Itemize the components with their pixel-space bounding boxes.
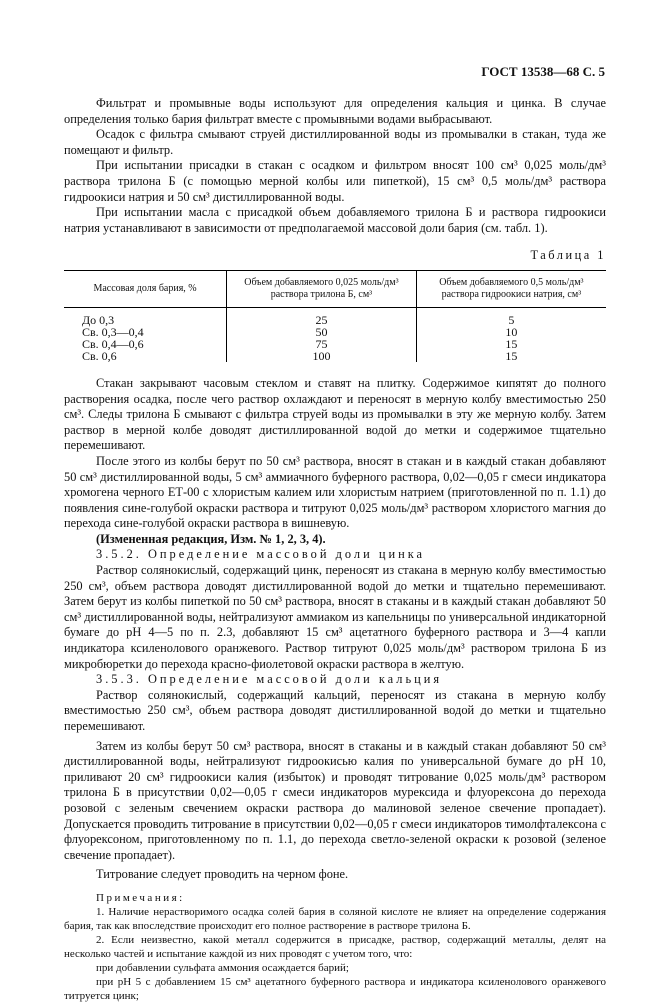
table-cell: 15 — [505, 336, 518, 351]
table-header-row — [64, 270, 606, 307]
page-header: ГОСТ 13538—68 С. 5 — [481, 64, 605, 79]
table-row — [64, 338, 606, 350]
table-cell: 15 — [505, 348, 518, 363]
paragraph: Стакан закрывают часовым стеклом и ставят на плитку. Содержимое кипятят до полного растворения осадка, после чего раствор охлаждают и переносят в мерную колбу вместимостью 250 см³. Следы трилона Б смывают с фильтра струей воды из промывалки в эту же мерную колбу. Затем раствор в мерной колбе доводят дистиллированной водой до метки и содержимое тщательно перемешивают. — [64, 375, 606, 453]
header-naoh-volume: Объем добавляемого 0,5 моль/дм³ раствора гидроокиси натрия, см³ — [416, 270, 606, 307]
paragraph: При испытании присадки в стакан с осадком и фильтром вносят 100 см³ 0,025 моль/дм³ раствора трилона Б (с помощью мерной колбы или пипеткой), 15 см³ 0,5 моль/дм³ раствора гидроокиси натрия и 50 см³ дистиллированной воды. — [64, 158, 606, 204]
table-row — [64, 350, 606, 362]
paragraph: Фильтрат и промывные воды используют для определения кальция и цинка. В случае определения только бария фильтрат вместе с промывными водами выбрасывают. — [64, 96, 606, 126]
paragraph: При испытании масла с присадкой объем добавляемого трилона Б и раствора гидроокиси натрия устанавливают в зависимости от предполагаемой массовой доли бария (см. табл. 1). — [64, 205, 606, 235]
table-cell: Св. 0,3—0,4 — [64, 326, 227, 338]
paragraph: Осадок с фильтра смывают струей дистиллированной воды из промывалки в стакан, туда же помещают и фильтр. — [64, 127, 606, 157]
note-item: при pH 5 с добавлением 15 см³ ацетатного буферного раствора и индикатора ксиленолового оранжевого титруется цинк; — [64, 975, 606, 1002]
paragraph: Затем из колбы берут 50 см³ раствора, вносят в стаканы и в каждый стакан добавляют 50 см³ дистиллированной воды, нейтрализуют гидроокисью калия по универсальной бумаге до pH 10, приливают 20 см³ гидроокиси калия (избыток) и проводят титрование 0,025 моль/дм³ раствором трилона Б в присутствии 0,02—0,05 г смеси индикаторов мурексида и флуорексона до перехода розовой с зеленым свечением окраски раствора до малиновой зеленое свечение пропадает). Допускается проводить титрование в присутствии 0,02—0,05 г смеси индикаторов тимолфталексона с флуорексоном, приготовленному по п. 1.1, до перехода светло-зеленой окраски к розовой (зеленое свечение пропадает). — [64, 738, 606, 862]
table-cell: 5 — [508, 312, 515, 327]
note-item: 1. Наличие нерастворимого осадка солей бария в соляной кислоте не влияет на определение содержания бария, так как впоследствие происходит его полное растворение в растворе трилона Б. — [64, 905, 606, 932]
header-barium-fraction: Массовая доля бария, % — [64, 270, 227, 307]
section-heading-calcium: 3.5.3. Определение массовой доли кальция — [96, 672, 443, 687]
document-body — [64, 96, 606, 1003]
table-cell: До 0,3 — [64, 307, 227, 326]
paragraph: Раствор солянокислый, содержащий цинк, переносят из стакана в мерную колбу вместимостью 250 см³, объем раствора доводят дистиллированной водой до метки и тщательно перемешивают. Затем берут из колбы пипеткой по 50 см³ раствора, вносят в стаканы и в каждый стакан добавляют 50 см³ дистиллированной воды, нейтрализуют аммиаком из капельницы по универсальной индикаторной бумаге до pH 4—5 по п. 2.3, добавляют 15 см³ ацетатного буферного раствора и 3—4 капли индикатора ксиленолового оранжевого. Раствор титруют 0,025 моль/дм³ раствором трилона Б из микробюретки до перехода красно-фиолетовой окраски раствора в желтую. — [64, 563, 606, 671]
section-heading-zinc: 3.5.2. Определение массовой доли цинка — [96, 547, 426, 562]
notes — [64, 891, 606, 1003]
table-1 — [64, 270, 606, 362]
table-cell: Св. 0,6 — [64, 350, 227, 362]
table-cell: 50 — [227, 326, 417, 338]
paragraph: Раствор солянокислый, содержащий кальций, переносят из стакана в мерную колбу вместимостью 250 см³, объем раствора доводят дистиллированной водой до метки и тщательно перемешивают. — [64, 687, 606, 733]
table-cell: 10 — [505, 324, 518, 339]
table-cell: Св. 0,4—0,6 — [64, 338, 227, 350]
paragraph: Титрование следует проводить на черном фоне. — [96, 867, 349, 882]
table-row — [64, 307, 606, 326]
table-caption: Таблица 1 — [530, 248, 606, 263]
header-trilon-volume: Объем добавляемого 0,025 моль/дм³ раствора трилона Б, см³ — [227, 270, 417, 307]
edit-note: (Измененная редакция, Изм. № 1, 2, 3, 4). — [96, 531, 326, 546]
table-cell: 25 — [227, 307, 417, 326]
note-item: 2. Если неизвестно, какой металл содержится в присадке, раствор, содержащий металлы, делят на несколько частей и испытание каждой из них проводят с учетом того, что: — [64, 933, 606, 960]
paragraph: После этого из колбы берут по 50 см³ раствора, вносят в стакан и в каждый стакан добавляют 50 см³ дистиллированной воды, 5 см³ аммиачного буферного раствора, 0,02—0,05 г смеси индикатора хромогена черного ЕТ-00 с хлористым калием или хлористым натрием (приготовленной по п. 1.1) до появления сине-голубой окраски раствора и титруют 0,025 моль/дм³ раствором хлористого магния до перехода сине-голубой окраски раствора в вишневую. — [64, 453, 606, 531]
note-item: при добавлении сульфата аммония осаждается барий; — [96, 961, 349, 974]
table-row — [64, 326, 606, 338]
notes-title: Примечания: — [96, 891, 185, 904]
table-cell: 75 — [227, 338, 417, 350]
table-cell: 100 — [227, 350, 417, 362]
